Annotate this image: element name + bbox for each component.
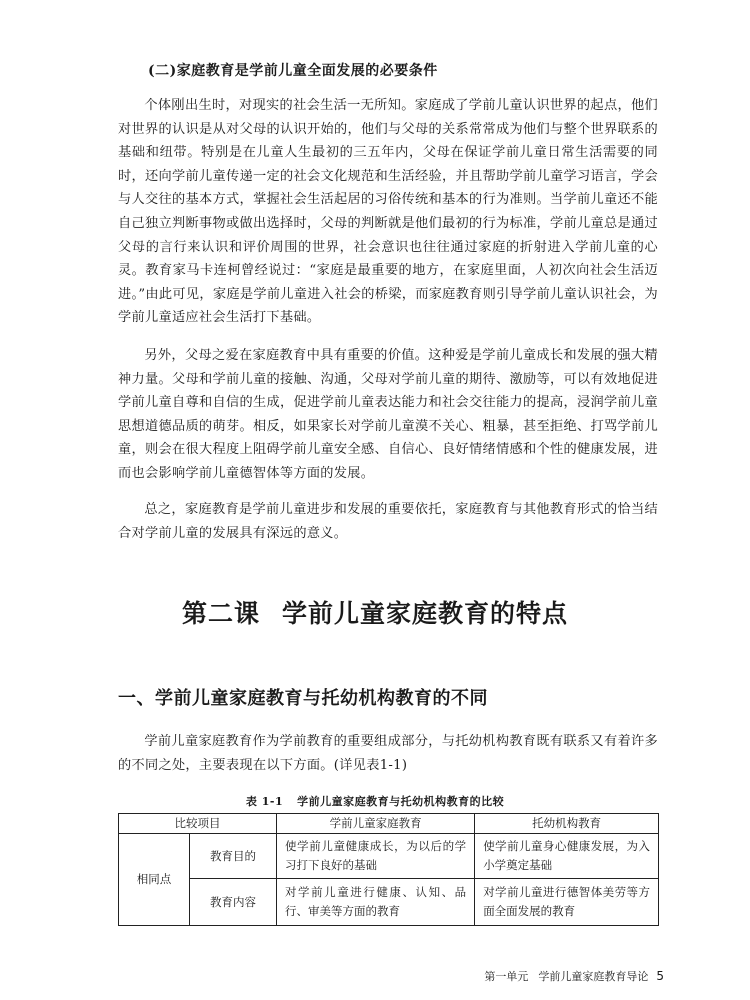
page-footer: [484, 968, 664, 984]
table-caption-number: 表 1-1: [245, 795, 284, 808]
body-paragraph: 总之，家庭教育是学前儿童进步和发展的重要依托，家庭教育与其他教育形式的恰当结合对学前儿童的发展具有深远的意义。: [118, 502, 658, 541]
section-heading: (二)家庭教育是学前儿童全面发展的必要条件: [148, 63, 438, 79]
table-caption: [0, 793, 750, 809]
group-label: 相同点: [119, 834, 190, 926]
lesson-number: 第二课: [181, 599, 260, 628]
body-paragraph: 个体刚出生时，对现实的社会生活一无所知。家庭成了学前儿童认识世界的起点，他们对世界的认识是从对父母的认识开始的，他们与父母的关系常常成为他们与整个世界联系的基础和纽带。特别是在儿童人生最初的三五年内，父母在保证学前儿童日常生活需要的同时，还向学前儿童传递一定的社会文化规范和生活经验，并且帮助学前儿童学习语言，学会与人交往的基本方式，掌握社会生活起居的习俗传统和基本的行为准则。当学前儿童还不能自己独立判断事物或做出选择时，父母的判断就是他们最初的行为标准，学前儿童总是通过父母的言行来认识和评价周围的世界，社会意识也往往通过家庭的折射进入学前儿童的心灵。教育家马卡连柯曾经说过：“家庭是最重要的地方，在家庭里面，人初次向社会生活迈进。”由此可见，家庭是学前儿童进入社会的桥梁，而家庭教育则引导学前儿童认识社会，为学前儿童适应社会生活打下基础。: [118, 98, 658, 326]
header-compare-item: 比较项目: [119, 814, 277, 834]
footer-title: 学前儿童家庭教育导论: [538, 970, 649, 983]
cell-family: 使学前儿童健康成长，为以后的学习打下良好的基础: [277, 834, 475, 879]
lesson-name: 学前儿童家庭教育的特点: [282, 599, 569, 628]
header-institution-education: 托幼机构教育: [475, 814, 659, 834]
row-item-label: 教育目的: [190, 834, 277, 879]
body-paragraph: 另外，父母之爱在家庭教育中具有重要的价值。这种爱是学前儿童成长和发展的强大精神力量。父母和学前儿童的接触、沟通，父母对学前儿童的期待、激励等，可以有效地促进学前儿童自尊和自信的生成，促进学前儿童表达能力和社会交往能力的提高，浸润学前儿童思想道德品质的萌芽。相反，如果家长对学前儿童漠不关心、粗暴，甚至拒绝、打骂学前儿童，则会在很大程度上阻碍学前儿童安全感、自信心、良好情绪情感和个性的健康发展，进而也会影响学前儿童德智体等方面的发展。: [118, 348, 658, 481]
row-item-label: 教育内容: [190, 879, 277, 926]
cell-family: 对学前儿童进行健康、认知、品行、审美等方面的教育: [277, 879, 475, 926]
table-caption-title: 学前儿童家庭教育与托幼机构教育的比较: [297, 795, 505, 808]
footer-unit: 第一单元: [484, 970, 529, 983]
cell-institution: 对学前儿童进行德智体美劳等方面全面发展的教育: [475, 879, 659, 926]
lesson-title: [0, 594, 750, 630]
subsection-heading: 一、学前儿童家庭教育与托幼机构教育的不同: [118, 688, 488, 709]
comparison-table: [118, 813, 659, 926]
intro-paragraph: 学前儿童家庭教育作为学前教育的重要组成部分，与托幼机构教育既有联系又有着许多的不同之处，主要表现在以下方面。(详见表1-1): [118, 734, 658, 773]
table-header-row: [119, 814, 659, 834]
cell-institution: 使学前儿童身心健康发展，为入小学奠定基础: [475, 834, 659, 879]
table-row: [119, 834, 659, 879]
page-number: 5: [656, 969, 664, 983]
header-family-education: 学前儿童家庭教育: [277, 814, 475, 834]
table-row: [119, 879, 659, 926]
